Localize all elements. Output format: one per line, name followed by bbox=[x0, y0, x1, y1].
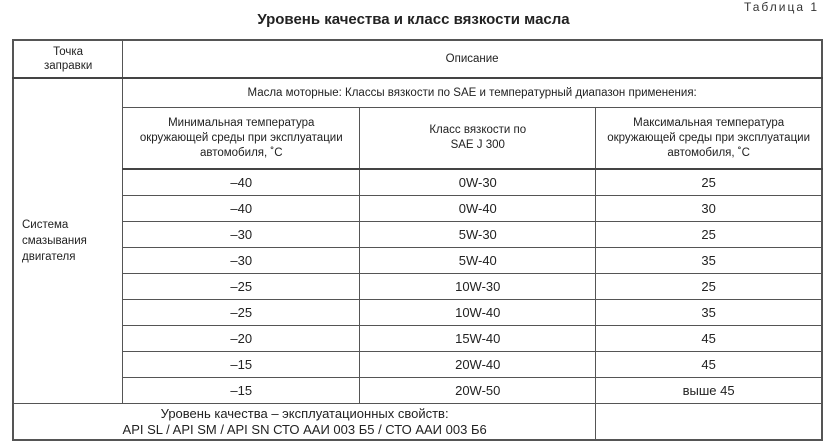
col-max-temp: Максимальная температура окружающей среды при эксплуатации автомобиля, ˚С bbox=[596, 108, 822, 170]
col-viscosity: Класс вязкости по SAE J 300 bbox=[360, 108, 596, 170]
footer-row bbox=[13, 404, 822, 441]
table-row bbox=[13, 196, 822, 222]
min-temp-cell: –20 bbox=[123, 326, 360, 352]
viscosity-cell: 5W-30 bbox=[360, 222, 596, 248]
table-row bbox=[13, 326, 822, 352]
col-min-temp: Минимальная температура окружающей среды при эксплуатации автомобиля, ˚С bbox=[123, 108, 360, 170]
table-row bbox=[13, 378, 822, 404]
viscosity-cell: 20W-40 bbox=[360, 352, 596, 378]
quality-level bbox=[13, 404, 596, 441]
quality-label: Уровень качества – эксплуатационных свойств: bbox=[160, 405, 449, 421]
section-title: Масла моторные: Классы вязкости по SAE и температурный диапазон применения: bbox=[123, 78, 822, 108]
max-temp-cell: 35 bbox=[596, 300, 822, 326]
max-temp-cell: 35 bbox=[596, 248, 822, 274]
table-row bbox=[13, 248, 822, 274]
section-row bbox=[13, 78, 822, 108]
oil-table bbox=[12, 39, 823, 441]
header-description: Описание bbox=[123, 40, 822, 78]
max-temp-cell: 25 bbox=[596, 169, 822, 196]
viscosity-cell: 15W-40 bbox=[360, 326, 596, 352]
min-temp-cell: –25 bbox=[123, 300, 360, 326]
viscosity-cell: 10W-30 bbox=[360, 274, 596, 300]
table-row bbox=[13, 222, 822, 248]
min-temp-cell: –40 bbox=[123, 169, 360, 196]
header-fill-point: Точка заправки bbox=[13, 40, 123, 78]
table-row bbox=[13, 169, 822, 196]
subheader-row bbox=[13, 108, 822, 170]
table-number: Таблица 1 bbox=[743, 0, 819, 14]
header-row bbox=[13, 40, 822, 78]
quality-specs: API SL / API SM / API SN СТО ААИ 003 Б5 / СТО ААИ 003 Б6 bbox=[122, 421, 487, 437]
max-temp-cell: выше 45 bbox=[596, 378, 822, 404]
min-temp-cell: –15 bbox=[123, 378, 360, 404]
max-temp-cell: 30 bbox=[596, 196, 822, 222]
min-temp-cell: –40 bbox=[123, 196, 360, 222]
table-row bbox=[13, 352, 822, 378]
min-temp-cell: –30 bbox=[123, 248, 360, 274]
table-row bbox=[13, 300, 822, 326]
viscosity-cell: 20W-50 bbox=[360, 378, 596, 404]
table-row bbox=[13, 274, 822, 300]
max-temp-cell: 25 bbox=[596, 222, 822, 248]
min-temp-cell: –25 bbox=[123, 274, 360, 300]
viscosity-cell: 10W-40 bbox=[360, 300, 596, 326]
viscosity-cell: 0W-40 bbox=[360, 196, 596, 222]
system-cell: Система смазывания двигателя bbox=[13, 78, 123, 404]
table-title: Уровень качества и класс вязкости масла bbox=[257, 11, 570, 28]
max-temp-cell: 45 bbox=[596, 352, 822, 378]
min-temp-cell: –15 bbox=[123, 352, 360, 378]
max-temp-cell: 45 bbox=[596, 326, 822, 352]
min-temp-cell: –30 bbox=[123, 222, 360, 248]
viscosity-cell: 5W-40 bbox=[360, 248, 596, 274]
max-temp-cell: 25 bbox=[596, 274, 822, 300]
viscosity-cell: 0W-30 bbox=[360, 169, 596, 196]
